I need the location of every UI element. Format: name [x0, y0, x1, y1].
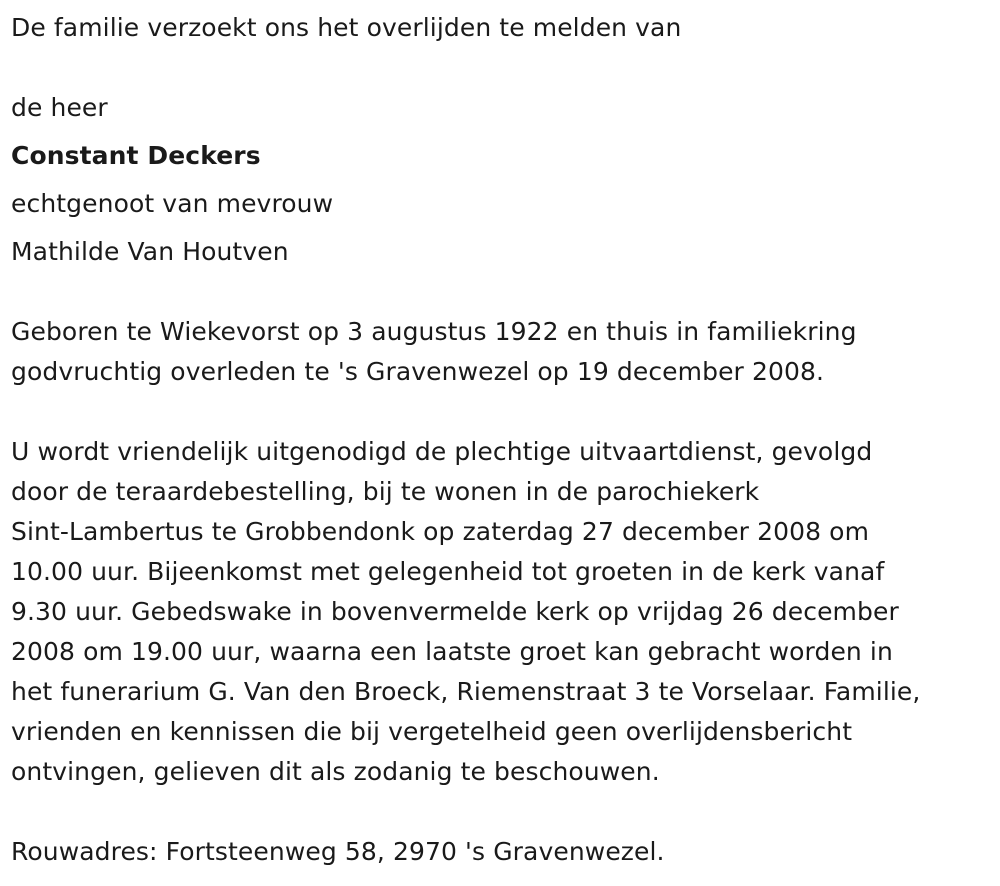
paragraph-line: vrienden en kennissen die bij vergetelheid geen overlijdensbericht — [11, 717, 853, 746]
paragraph-line: 10.00 uur. Bijeenkomst met gelegenheid tot groeten in de kerk vanaf — [11, 557, 885, 586]
paragraph-line: Sint-Lambertus te Grobbendonk op zaterdag 27 december 2008 om — [11, 517, 870, 546]
intro-text: De familie verzoekt ons het overlijden te melden van — [11, 13, 682, 42]
mourning-address: Rouwadres: Fortsteenweg 58, 2970 's Gravenwezel. — [11, 837, 665, 866]
funeral-paragraph — [11, 432, 986, 792]
paragraph-line: 9.30 uur. Gebedswake in bovenvermelde kerk op vrijdag 26 december — [11, 597, 899, 626]
address-paragraph — [11, 832, 986, 872]
birth-death-paragraph — [11, 312, 986, 392]
spouse-name: Mathilde Van Houtven — [11, 237, 289, 266]
paragraph-line: Geboren te Wiekevorst op 3 augustus 1922 en thuis in familiekring — [11, 317, 857, 346]
spouse-label: echtgenoot van mevrouw — [11, 189, 334, 218]
title-prefix: de heer — [11, 93, 108, 122]
paragraph-line: door de teraardebestelling, bij te wonen in de parochiekerk — [11, 477, 760, 506]
paragraph-line: ontvingen, gelieven dit als zodanig te beschouwen. — [11, 757, 660, 786]
paragraph-line: het funerarium G. Van den Broeck, Riemenstraat 3 te Vorselaar. Familie, — [11, 677, 921, 706]
deceased-name: Constant Deckers — [11, 141, 261, 170]
death-notice — [11, 8, 986, 872]
paragraph-line: godvruchtig overleden te 's Gravenwezel op 19 december 2008. — [11, 357, 825, 386]
paragraph-line: 2008 om 19.00 uur, waarna een laatste groet kan gebracht worden in — [11, 637, 893, 666]
paragraph-line: U wordt vriendelijk uitgenodigd de plechtige uitvaartdienst, gevolgd — [11, 437, 873, 466]
